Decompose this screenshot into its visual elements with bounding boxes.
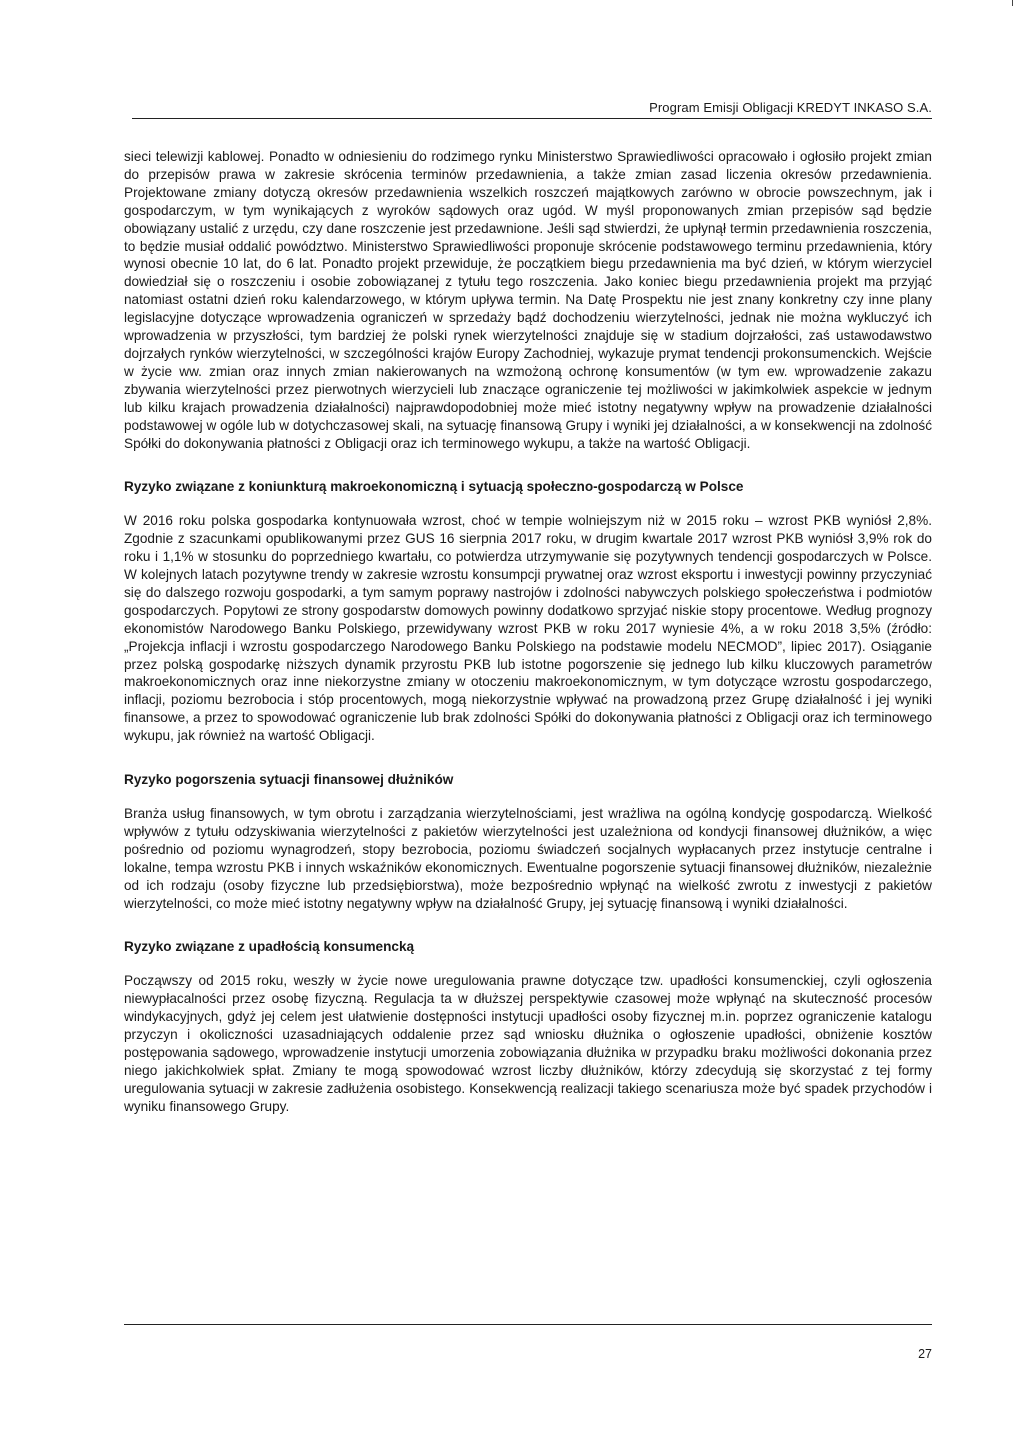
section-legal-changes	[124, 148, 932, 452]
scan-corner-mark	[1012, 0, 1013, 6]
section-macroeconomic-risk	[124, 478, 932, 745]
footer-rule	[124, 1324, 932, 1325]
page-number: 27	[918, 1347, 932, 1361]
section-heading: Ryzyko związane z upadłością konsumencką	[124, 939, 415, 955]
header-title: Program Emisji Obligacji KREDYT INKASO S.A.	[649, 100, 932, 115]
body-paragraph: Począwszy od 2015 roku, weszły w życie nowe uregulowania prawne dotyczące tzw. upadłości konsumenckiej, czyli ogłoszenia niewypłacalności przez osobę fizyczną. Regulacja ta w dłuższej perspektywie czasowej może wpłynąć na skuteczność procesów windykacyjnych, gdyż jej celem jest ułatwienie dostępności instytucji upadłości osoby fizycznej m.in. poprzez ograniczenie katalogu przyczyn i okoliczności uzasadniających oddalenie przez sąd wniosku dłużnika o ogłoszenie upadłości, obniżenie kosztów postępowania sądowego, wprowadzenie instytucji umorzenia zobowiązania dłużnika w przypadku braku możliwości dokonania przez niego jakichkolwiek spłat. Zmiany te mogą spowodować wzrost liczby dłużników, którzy zdecydują się skorzystać z tej formy uregulowania sytuacji w zakresie zadłużenia osobistego. Konsekwencją realizacji takiego scenariusza może być spadek przychodów i wyniku finansowego Grupy.	[124, 973, 932, 1114]
section-heading: Ryzyko pogorszenia sytuacji finansowej dłużników	[124, 772, 454, 788]
section-heading: Ryzyko związane z koniunkturą makroekonomiczną i sytuacją społeczno-gospodarczą w Polsce	[124, 479, 744, 495]
body-paragraph: sieci telewizji kablowej. Ponadto w odniesieniu do rodzimego rynku Ministerstwo Sprawiedliwości opracowało i ogłosiło projekt zmian do przepisów prawa w zakresie skrócenia terminów przedawnienia, a także zmian zasad liczenia okresów przedawnienia. Projektowane zmiany dotyczą okresów przedawnienia wszelkich roszczeń majątkowych zarówno w obrocie powszechnym, jak i gospodarczym, w tym wynikających z wyroków sądowych oraz ugód. W myśl proponowanych zmian przepisów sąd będzie obowiązany ustalić z urzędu, czy dane roszczenie jest przedawnione. Jeśli sąd stwierdzi, że upłynął termin przedawnienia roszczenia, to będzie musiał oddalić powództwo. Ministerstwo Sprawiedliwości proponuje skrócenie podstawowego terminu przedawnienia, który wynosi obecnie 10 lat, do 6 lat. Ponadto projekt przewiduje, że początkiem biegu przedawnienia ma być dzień, w którym wierzyciel dowiedział się o roszczeniu i osobie zobowiązanej z tytułu tego roszczenia. Jako koniec biegu przedawnienia projekt ma przyjąć natomiast ostatni dzień roku kalendarzowego, w którym upływa termin. Na Datę Prospektu nie jest znany konkretny czy inne plany legislacyjne dotyczące wprowadzenia ograniczeń w sprzedaży bądź dochodzeniu wierzytelności, jednak nie można wykluczyć ich wprowadzenia w przyszłości, tym bardziej że polski rynek wierzytelności znajduje się w stadium dojrzałości, zaś ustawodawstwo dojrzałych rynków wierzytelności, w szczególności krajów Europy Zachodniej, wykazuje prymat tendencji prokonsumenckich. Wejście w życie ww. zmian oraz innych zmian nakierowanych na wzmożoną ochronę konsumentów (w tym ew. wprowadzenie zakazu zbywania wierzytelności przez pierwotnych wierzycieli lub znaczące ograniczenie tej możliwości w jakimkolwiek aspekcie w jednym lub kilku krajach prowadzenia działalności) najprawdopodobniej może mieć istotny negatywny wpływ na prowadzenie działalności podstawowej w ogóle lub w dotychczasowej skali, na sytuację finansową Grupy i wyniki jej działalności, a w konsekwencji na zdolność Spółki do dokonywania płatności z Obligacji oraz ich terminowego wykupu, a także na wartość Obligacji.	[124, 149, 932, 451]
body-paragraph: Branża usług finansowych, w tym obrotu i zarządzania wierzytelnościami, jest wrażliwa na ogólną kondycję gospodarczą. Wielkość wpływów z tytułu odzyskiwania wierzytelności z pakietów wierzytelności jest uzależniona od kondycji finansowej dłużników, a więc pośrednio od poziomu wynagrodzeń, stopy bezrobocia, poziomu świadczeń socjalnych wypłacanych przez instytucje centralne i lokalne, tempa wzrostu PKB i innych wskaźników ekonomicznych. Ewentualne pogorszenie sytuacji finansowej dłużników, niezależnie od ich rodzaju (osoby fizyczne lub przedsiębiorstwa), może bezpośrednio wpłynąć na wielkość zwrotu z inwestycji z pakietów wierzytelności, co może mieć istotny negatywny wpływ na działalność Grupy, jej sytuację finansową i wyniki działalności.	[124, 806, 932, 911]
section-consumer-bankruptcy-risk	[124, 938, 932, 1115]
section-debtor-financial-risk	[124, 771, 932, 912]
running-header	[132, 100, 932, 119]
document-body	[124, 148, 932, 1116]
body-paragraph: W 2016 roku polska gospodarka kontynuowała wzrost, choć w tempie wolniejszym niż w 2015 roku – wzrost PKB wyniósł 2,8%. Zgodnie z szacunkami opublikowanymi przez GUS 16 sierpnia 2017 roku, w drugim kwartale 2017 wzrost PKB wyniósł 3,9% rok do roku i 1,1% w stosunku do poprzedniego kwartału, co potwierdza utrzymywanie się pozytywnych tendencji gospodarczych w Polsce. W kolejnych latach pozytywne trendy w zakresie wzrostu konsumpcji prywatnej oraz wzrost eksportu i inwestycji powinny przyczyniać się do dalszego rozwoju gospodarki, a tym samym poprawy nastrojów i zdolności nabywczych polskiego społeczeństwa i podmiotów gospodarczych. Popytowi ze strony gospodarstw domowych powinny dodatkowo sprzyjać niskie stopy procentowe. Według prognozy ekonomistów Narodowego Banku Polskiego, przewidywany wzrost PKB w roku 2017 wyniesie 4%, a w roku 2018 3,5% (źródło: „Projekcja inflacji i wzrostu gospodarczego Narodowego Banku Polskiego na podstawie modelu NECMOD”, lipiec 2017). Osiąganie przez polską gospodarkę niższych dynamik przyrostu PKB lub istotne pogorszenie się jednego lub kilku kluczowych parametrów makroekonomicznych oraz inne niekorzystne zmiany w otoczeniu makroekonomicznym, w tym dotyczące wzrostu gospodarczego, inflacji, poziomu bezrobocia i stóp procentowych, mogą niekorzystnie wpływać na prowadzoną przez Grupę działalność i jej wyniki finansowe, a przez to spowodować ograniczenie lub brak zdolności Spółki do dokonywania płatności z Obligacji oraz ich terminowego wykupu, jak również na wartość Obligacji.	[124, 513, 932, 744]
document-page	[124, 0, 932, 1442]
